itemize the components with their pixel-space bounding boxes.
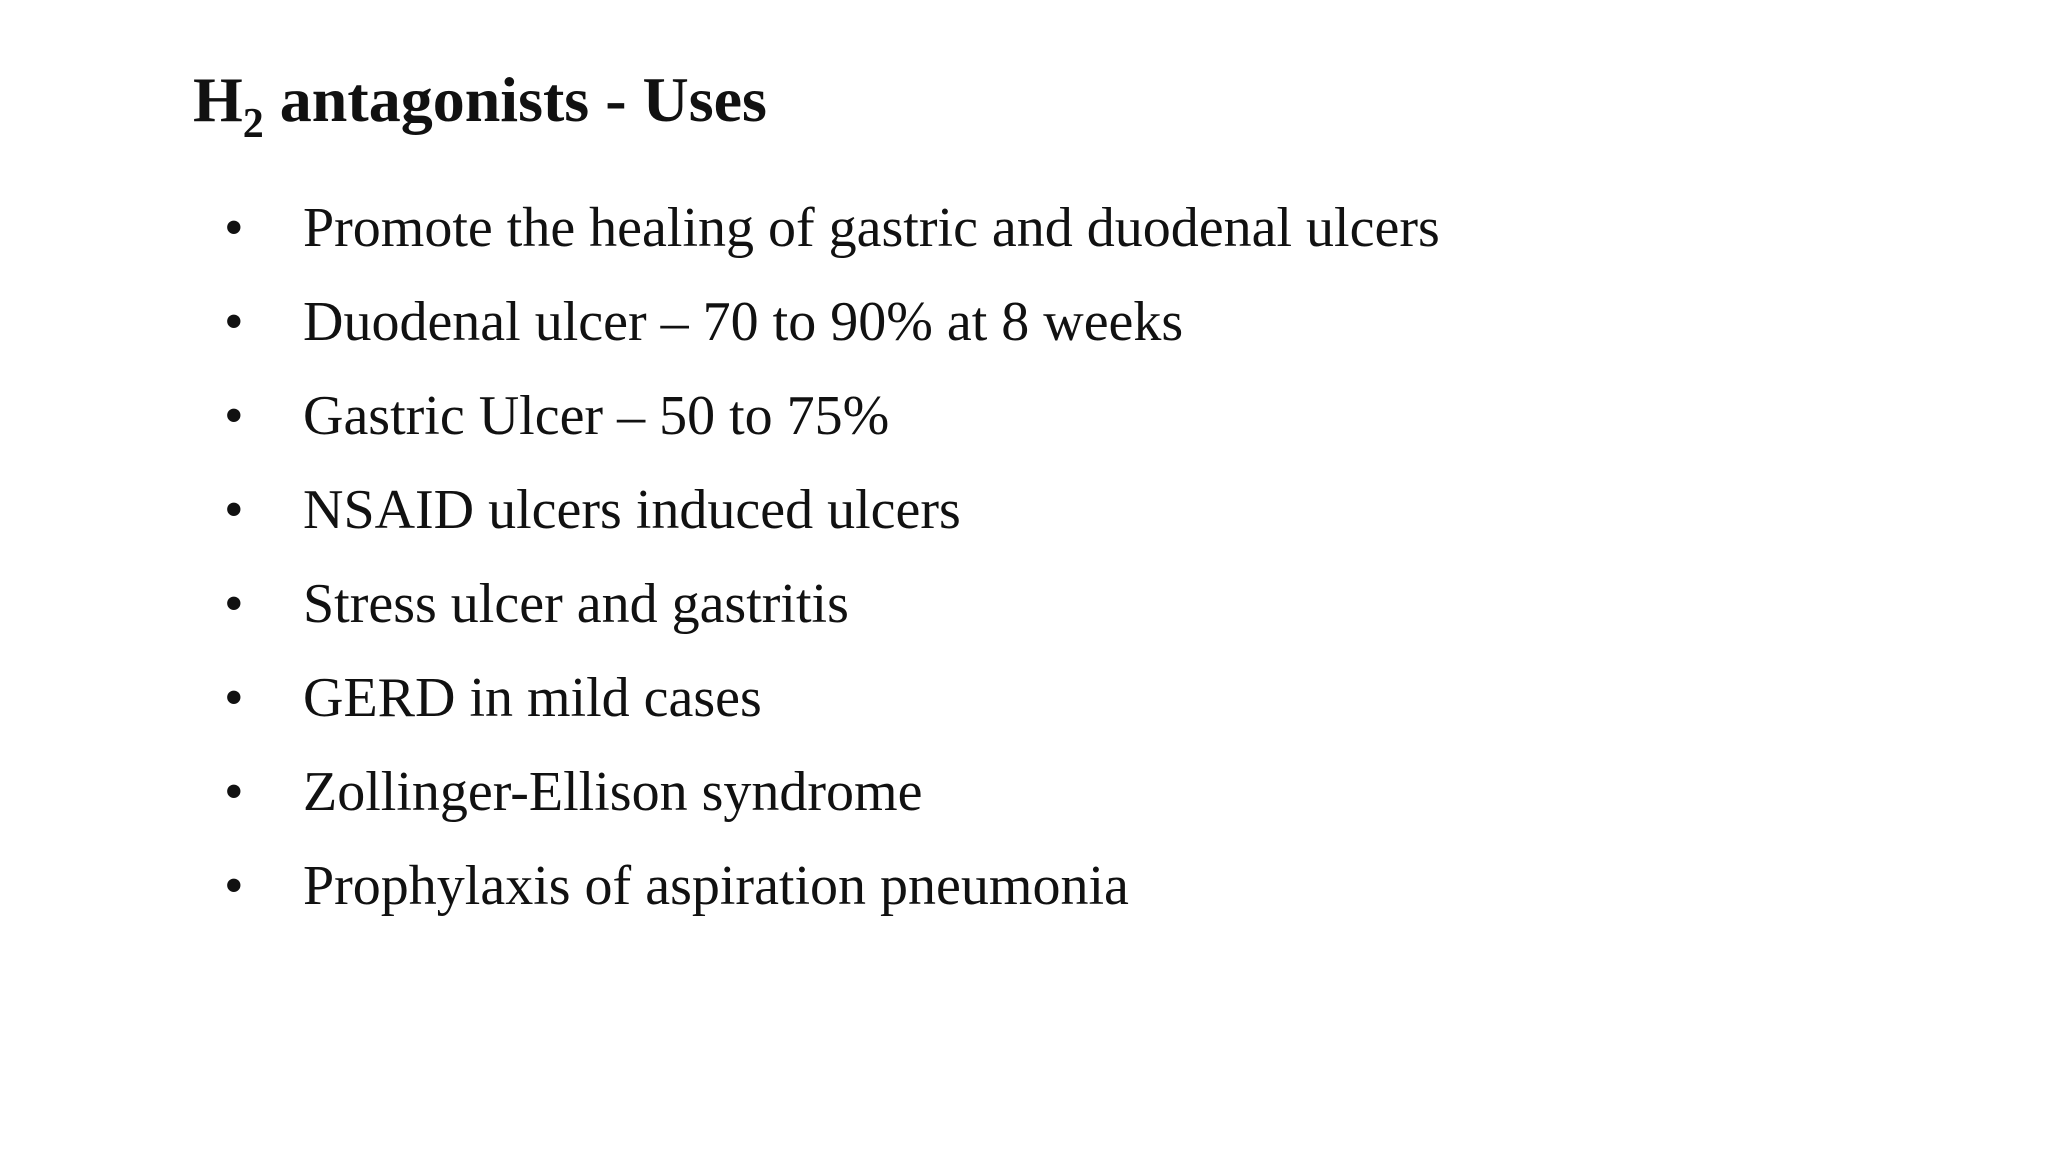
bullet-text: GERD in mild cases [303, 667, 762, 729]
bullet-mark: • [224, 573, 244, 635]
bullet-mark: • [224, 855, 244, 917]
bullet-item [0, 378, 2048, 472]
bullet-mark: • [224, 761, 244, 823]
bullet-item [0, 754, 2048, 848]
title-main: H [193, 64, 243, 135]
bullet-text: Gastric Ulcer – 50 to 75% [303, 385, 890, 447]
bullet-item [0, 566, 2048, 660]
bullet-mark: • [224, 385, 244, 447]
bullet-item [0, 848, 2048, 942]
bullet-text: Promote the healing of gastric and duodenal ulcers [303, 197, 1440, 259]
bullet-text: Zollinger-Ellison syndrome [303, 761, 923, 823]
bullet-mark: • [224, 479, 244, 541]
bullet-item [0, 284, 2048, 378]
bullet-text: Stress ulcer and gastritis [303, 573, 849, 635]
bullet-item [0, 660, 2048, 754]
bullet-text: Duodenal ulcer – 70 to 90% at 8 weeks [303, 291, 1184, 353]
bullet-item [0, 472, 2048, 566]
bullet-item [0, 190, 2048, 284]
title-rest: antagonists - Uses [263, 64, 767, 135]
bullet-mark: • [224, 291, 244, 353]
bullet-mark: • [224, 667, 244, 729]
bullet-mark: • [224, 197, 244, 259]
bullet-text: NSAID ulcers induced ulcers [303, 479, 961, 541]
bullet-text: Prophylaxis of aspiration pneumonia [303, 855, 1129, 917]
slide-title [193, 62, 767, 147]
title-subscript: 2 [242, 101, 264, 147]
bullet-list [0, 190, 2048, 942]
